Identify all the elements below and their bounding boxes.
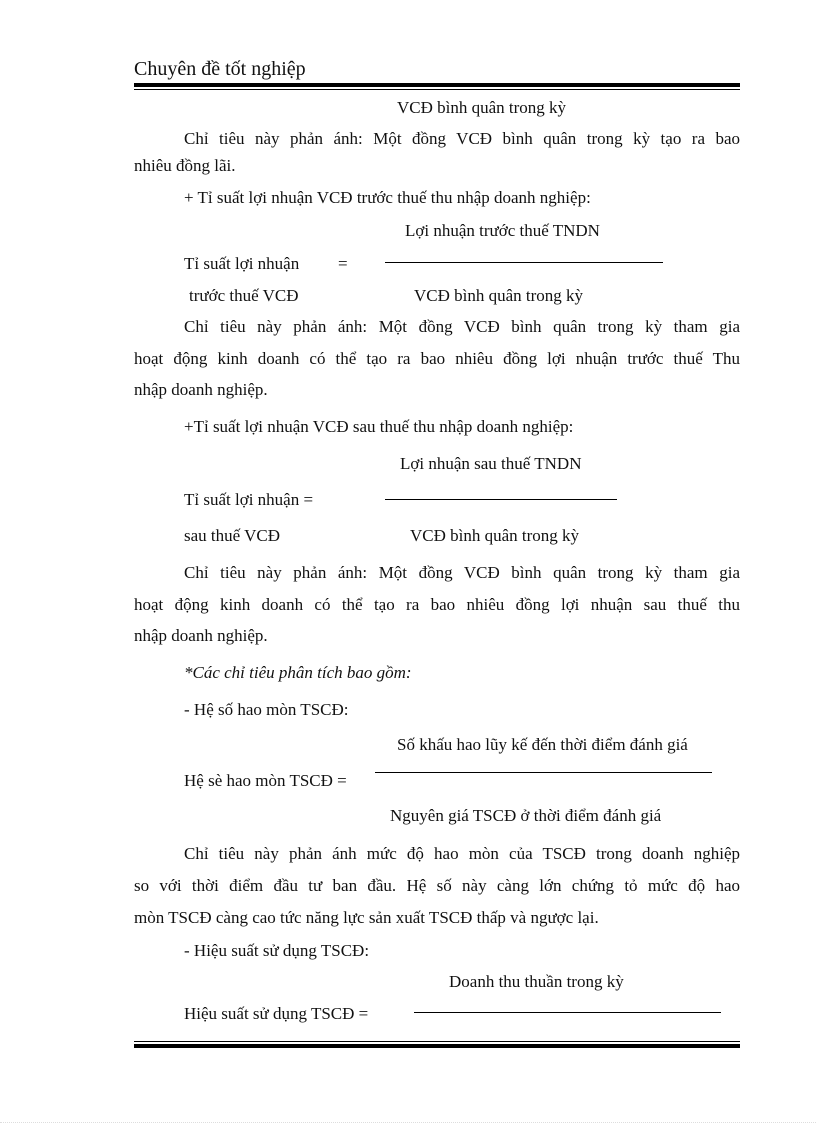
footer-rule-thick — [134, 1044, 740, 1048]
fraction-bar — [385, 499, 617, 500]
formula-lhs: Hệ sè hao mòn TSCĐ = — [184, 771, 347, 790]
footer-rule-thin — [134, 1041, 740, 1042]
paragraph-line: Chỉ tiêu này phản ánh: Một đồng VCĐ bình quân trong kỳ tạo ra bao — [184, 129, 740, 148]
section-heading: - Hệ số hao mòn TSCĐ: — [184, 700, 349, 719]
fraction-bar — [414, 1012, 721, 1013]
fraction-numerator: Lợi nhuận sau thuế TNDN — [400, 454, 582, 473]
fraction-bar — [375, 772, 712, 773]
section-heading: + Tỉ suất lợi nhuận VCĐ trước thuế thu nhập doanh nghiệp: — [184, 188, 591, 207]
header-rule-thick — [134, 83, 740, 87]
paragraph-line: mòn TSCĐ càng cao tức năng lực sản xuất TSCĐ thấp và ngược lại. — [134, 908, 599, 927]
page-header-title: Chuyên đề tốt nghiệp — [134, 58, 306, 80]
fraction-denominator: VCĐ bình quân trong kỳ — [397, 98, 567, 117]
paragraph-line: nhập doanh nghiệp. — [134, 626, 268, 645]
paragraph-line: Chỉ tiêu này phản ánh: Một đồng VCĐ bình quân trong kỳ tham gia — [184, 317, 740, 336]
paragraph-line: nhập doanh nghiệp. — [134, 380, 268, 399]
fraction-numerator: Lợi nhuận trước thuế TNDN — [405, 221, 600, 240]
section-heading: *Các chỉ tiêu phân tích bao gồm: — [184, 663, 412, 682]
paragraph-line: Chỉ tiêu này phản ánh: Một đồng VCĐ bình quân trong kỳ tham gia — [184, 563, 740, 582]
formula-lhs: sau thuế VCĐ — [184, 526, 281, 545]
equals-sign: = — [338, 254, 348, 273]
header-rule-thin — [134, 89, 740, 90]
paragraph-line: so với thời điểm đầu tư ban đầu. Hệ số này càng lớn chứng tỏ mức độ hao — [134, 876, 740, 895]
paragraph-line: hoạt động kinh doanh có thể tạo ra bao nhiêu đồng lợi nhuận trước thuế Thu — [134, 349, 740, 368]
fraction-numerator: Doanh thu thuần trong kỳ — [449, 972, 624, 991]
formula-lhs: Tỉ suất lợi nhuận = — [184, 490, 314, 509]
fraction-denominator: VCĐ bình quân trong kỳ — [410, 526, 580, 545]
fraction-denominator: Nguyên giá TSCĐ ở thời điểm đánh giá — [390, 806, 662, 825]
paragraph-line: hoạt động kinh doanh có thể tạo ra bao nhiêu đồng lợi nhuận sau thuế thu — [134, 595, 740, 614]
fraction-bar — [385, 262, 663, 263]
paragraph-line: nhiêu đồng lãi. — [134, 156, 236, 175]
formula-lhs: trước thuế VCĐ — [189, 286, 299, 305]
formula-lhs: Hiệu suất sử dụng TSCĐ = — [184, 1004, 369, 1023]
paragraph-line: Chỉ tiêu này phản ánh mức độ hao mòn của TSCĐ trong doanh nghiệp — [184, 844, 740, 863]
section-heading: - Hiệu suất sử dụng TSCĐ: — [184, 941, 370, 960]
fraction-denominator: VCĐ bình quân trong kỳ — [414, 286, 584, 305]
fraction-numerator: Số khấu hao lũy kế đến thời điểm đánh giá — [397, 735, 688, 754]
formula-lhs: Tỉ suất lợi nhuận — [184, 254, 300, 273]
section-heading: +Tỉ suất lợi nhuận VCĐ sau thuế thu nhập doanh nghiệp: — [184, 417, 574, 436]
